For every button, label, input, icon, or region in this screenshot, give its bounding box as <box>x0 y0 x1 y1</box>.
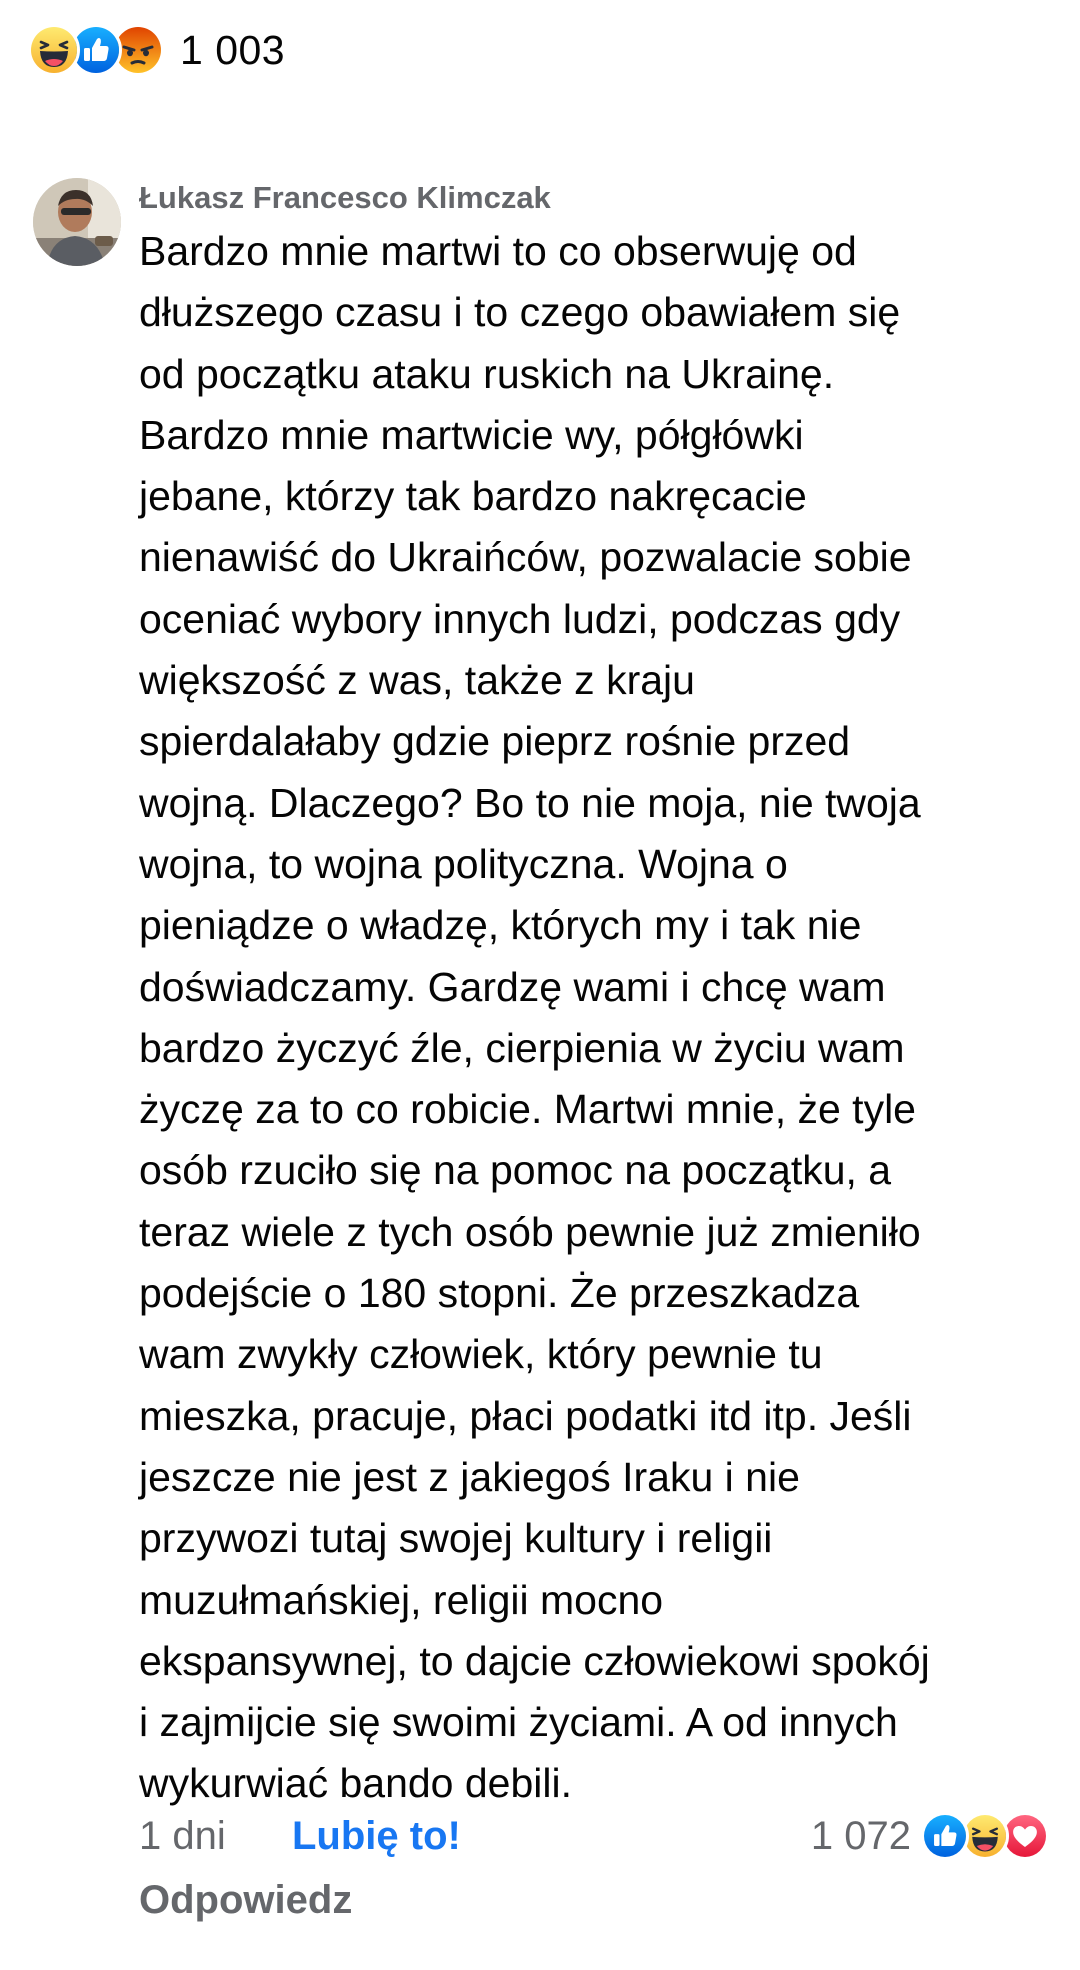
post-reactions-summary[interactable] <box>28 22 285 78</box>
haha-icon <box>28 24 80 76</box>
reaction-count: 1 003 <box>180 26 286 73</box>
comment-timestamp[interactable]: 1 dni <box>139 1814 226 1858</box>
like-icon <box>921 1812 969 1860</box>
comment-author-name[interactable]: Łukasz Francesco Klimczak <box>139 180 551 215</box>
reply-button[interactable]: Odpowiedz <box>139 1878 353 1922</box>
comment-reaction-count: 1 072 <box>810 1814 911 1858</box>
reaction-icons-stack <box>28 24 164 76</box>
like-button[interactable]: Lubię to! <box>292 1814 461 1858</box>
comment-reactions-summary[interactable] <box>811 1808 1049 1864</box>
comment-body <box>139 178 1039 1815</box>
avatar[interactable] <box>33 178 121 266</box>
comment-footer <box>139 1808 1049 1864</box>
comment-text: Bardzo mnie martwi to co obserwuję od dłuższego czasu i to czego obawiałem się od początku ataku ruskich na Ukrainę. Bardzo mnie martwicie wy, półgłówki jebane, którzy tak bardzo nakręcacie nienawiść do Ukraińców, pozwalacie sobie oceniać wybory innych ludzi, podczas gdy większość z was, także z kraju spierdalałaby gdzie pieprz rośnie przed wojną. Dlaczego? Bo to nie moja, nie twoja wojna, to wojna polityczna. Wojna o pieniądze o władzę, których my i tak nie doświadczamy. Gardzę wami i chcę wam bardzo życzyć źle, cierpienia w życiu wam życzę za to co robicie. Martwi mnie, że tyle osób rzuciło się na pomoc na początku, a teraz wiele z tych osób pewnie już zmieniło podejście o 180 stopni. Że przeszkadza wam zwykły człowiek, który pewnie tu mieszka, pracuje, płaci podatki itd itp. Jeśli jeszcze nie jest z jakiegoś Iraku i nie przywozi tutaj swojej kultury i religii muzułmańskiej, religii mocno ekspansywnej, to dajcie człowiekowi spokój i zajmijcie się swoimi życiami. A od innych wykurwiać bando debili. <box>139 228 930 1807</box>
